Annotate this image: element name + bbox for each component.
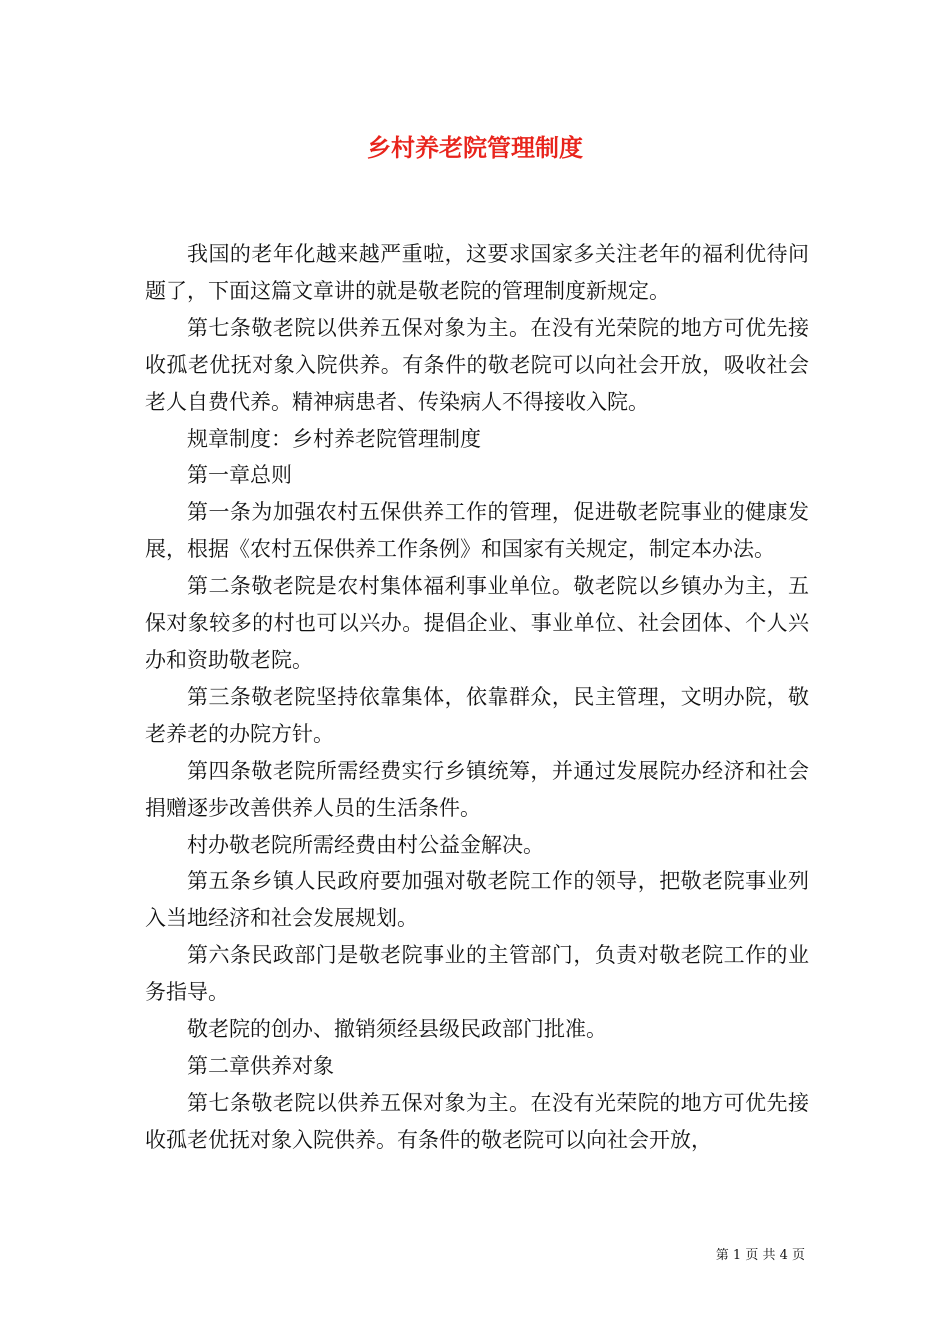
- paragraph: 第六条民政部门是敬老院事业的主管部门，负责对敬老院工作的业务指导。: [145, 943, 809, 1005]
- chapter-heading: 第一章总则: [187, 463, 292, 488]
- paragraph: 第三条敬老院坚持依靠集体，依靠群众，民主管理，文明办院，敬老养老的办院方针。: [145, 684, 809, 746]
- page-number: 第 1 页 共 4 页: [715, 1248, 805, 1263]
- document-body: [145, 236, 809, 1159]
- chapter-heading: 第二章供养对象: [187, 1053, 334, 1078]
- paragraph: 我国的老年化越来越严重啦，这要求国家多关注老年的福利优待问题了，下面这篇文章讲的就是敬老院的管理制度新规定。: [145, 242, 809, 303]
- paragraph: 第一条为加强农村五保供养工作的管理，促进敬老院事业的健康发展，根据《农村五保供养工作条例》和国家有关规定，制定本办法。: [145, 500, 809, 562]
- paragraph: 第七条敬老院以供养五保对象为主。在没有光荣院的地方可优先接收孤老优抚对象入院供养。有条件的敬老院可以向社会开放，: [145, 1090, 809, 1152]
- paragraph: 第五条乡镇人民政府要加强对敬老院工作的领导，把敬老院事业列入当地经济和社会发展规划。: [145, 869, 809, 931]
- paragraph: 敬老院的创办、撤销须经县级民政部门批准。: [187, 1017, 607, 1042]
- paragraph: 第七条敬老院以供养五保对象为主。在没有光荣院的地方可优先接收孤老优抚对象入院供养。有条件的敬老院可以向社会开放，吸收社会老人自费代养。精神病患者、传染病人不得接收入院。: [145, 315, 809, 414]
- document-title: 乡村养老院管理制度: [367, 133, 583, 162]
- paragraph: 村办敬老院所需经费由村公益金解决。: [187, 832, 544, 857]
- paragraph: 第二条敬老院是农村集体福利事业单位。敬老院以乡镇办为主，五保对象较多的村也可以兴办。提倡企业、事业单位、社会团体、个人兴办和资助敬老院。: [145, 574, 809, 672]
- paragraph: 规章制度：乡村养老院管理制度: [187, 426, 481, 451]
- paragraph: 第四条敬老院所需经费实行乡镇统筹，并通过发展院办经济和社会捐赠逐步改善供养人员的生活条件。: [145, 758, 809, 820]
